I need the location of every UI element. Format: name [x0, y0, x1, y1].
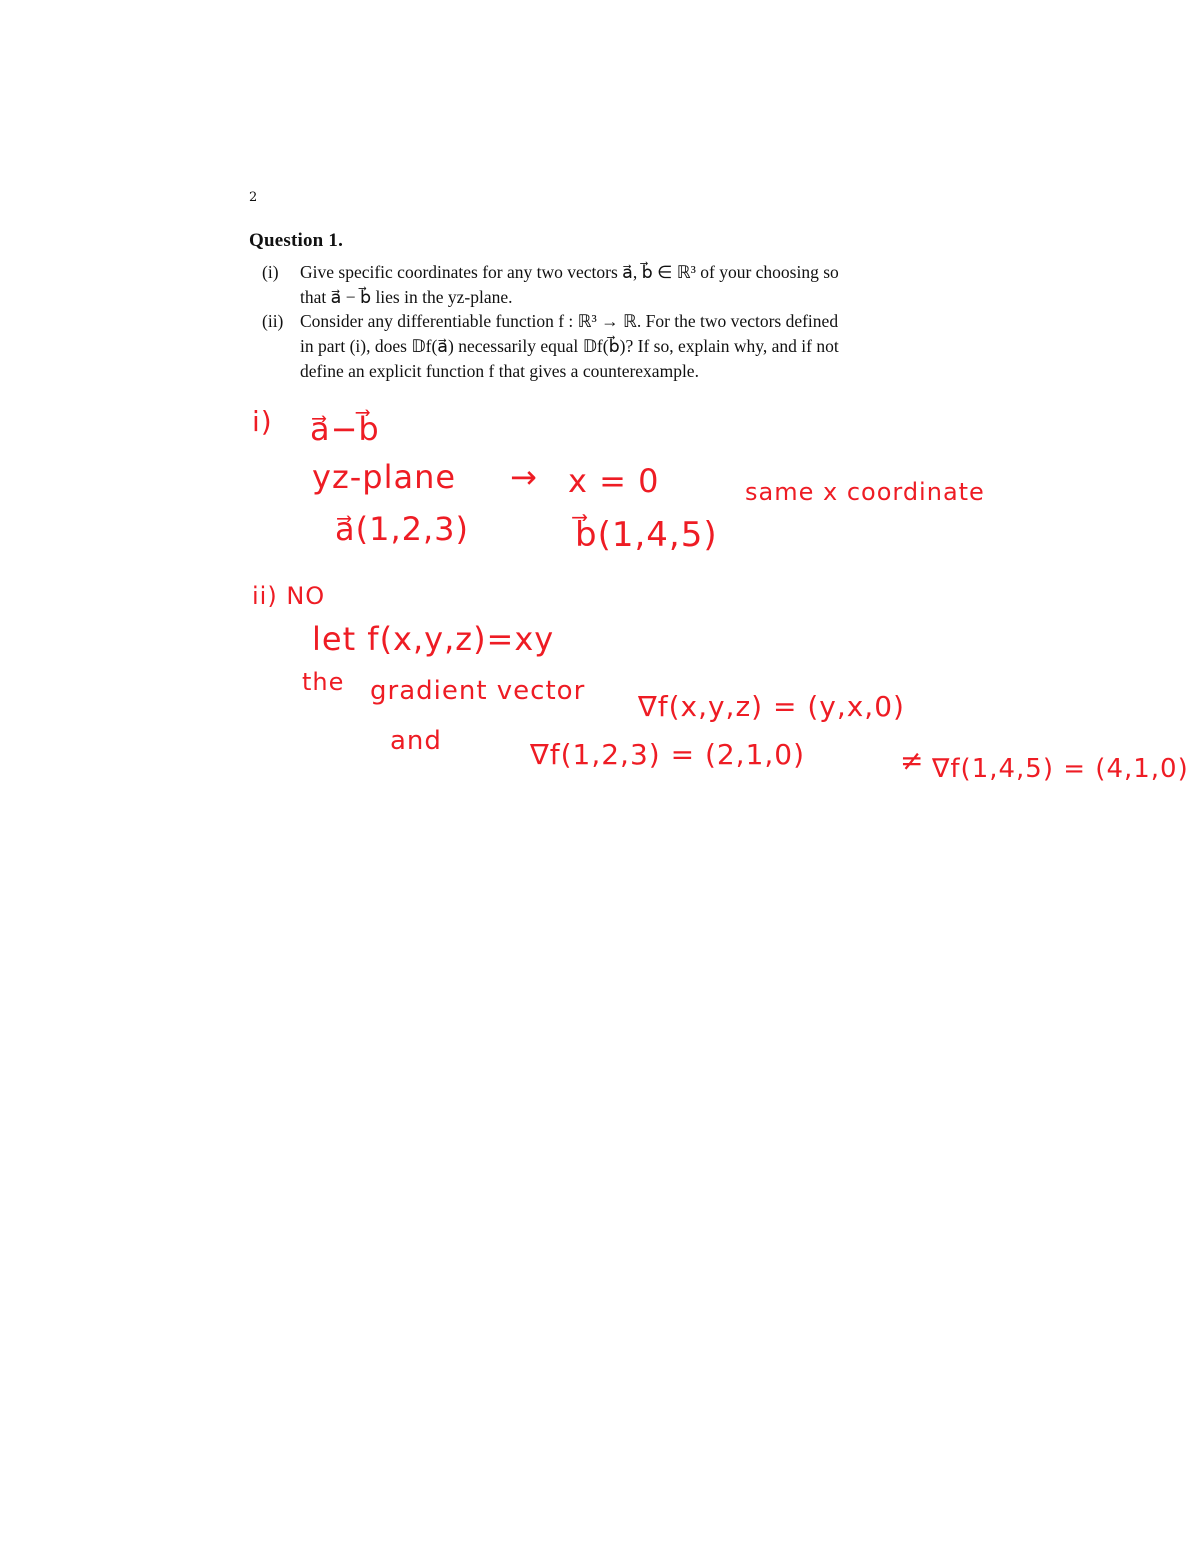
handwritten-yz-plane: yz-plane [312, 458, 457, 496]
question-part-ii [262, 309, 952, 384]
handwritten-let-f: let f(x,y,z)=xy [312, 620, 555, 658]
handwritten-vector-b: b⃗(1,4,5) [575, 515, 718, 555]
handwritten-x-equals-zero: x = 0 [568, 462, 660, 500]
question-part-i [262, 260, 952, 310]
handwritten-part-ii-answer: ii) NO [252, 582, 326, 610]
handwritten-gradient-at-a: ∇f(1,2,3) = (2,1,0) [530, 738, 806, 771]
part-text-line: that a⃗ − b⃗ lies in the yz-plane. [300, 287, 513, 307]
page-number: 2 [249, 190, 258, 205]
handwritten-arrow: → [510, 458, 538, 496]
handwritten-the: the [302, 668, 345, 696]
part-text-line: in part (i), does 𝔻f(a⃗) necessarily equal 𝔻f(b⃗)? If so, explain why, and if not [300, 336, 839, 356]
handwritten-gradient-at-b: ∇f(1,4,5) = (4,1,0) [932, 754, 1189, 784]
part-text-line: Give specific coordinates for any two vectors a⃗, b⃗ ∈ ℝ³ of your choosing so [300, 262, 839, 282]
handwritten-gradient-definition: ∇f(x,y,z) = (y,x,0) [638, 690, 905, 723]
handwritten-part-i-label: i) [252, 405, 273, 438]
handwritten-vector-difference: a⃗−b⃗ [310, 410, 380, 448]
handwritten-not-equal: ≠ [900, 744, 925, 777]
handwritten-vector-a: a⃗(1,2,3) [335, 510, 469, 548]
part-text-line: Consider any differentiable function f : ℝ³ → ℝ. For the two vectors defined [300, 311, 839, 331]
handwritten-gradient-vector: gradient vector [370, 676, 586, 706]
handwritten-and: and [390, 726, 442, 756]
part-number: (ii) [262, 311, 284, 331]
part-number: (i) [262, 262, 279, 282]
question-title: Question 1. [249, 230, 344, 251]
handwritten-same-x-coordinate: same x coordinate [745, 478, 985, 506]
part-text-line: define an explicit function f that gives a counterexample. [300, 361, 699, 381]
